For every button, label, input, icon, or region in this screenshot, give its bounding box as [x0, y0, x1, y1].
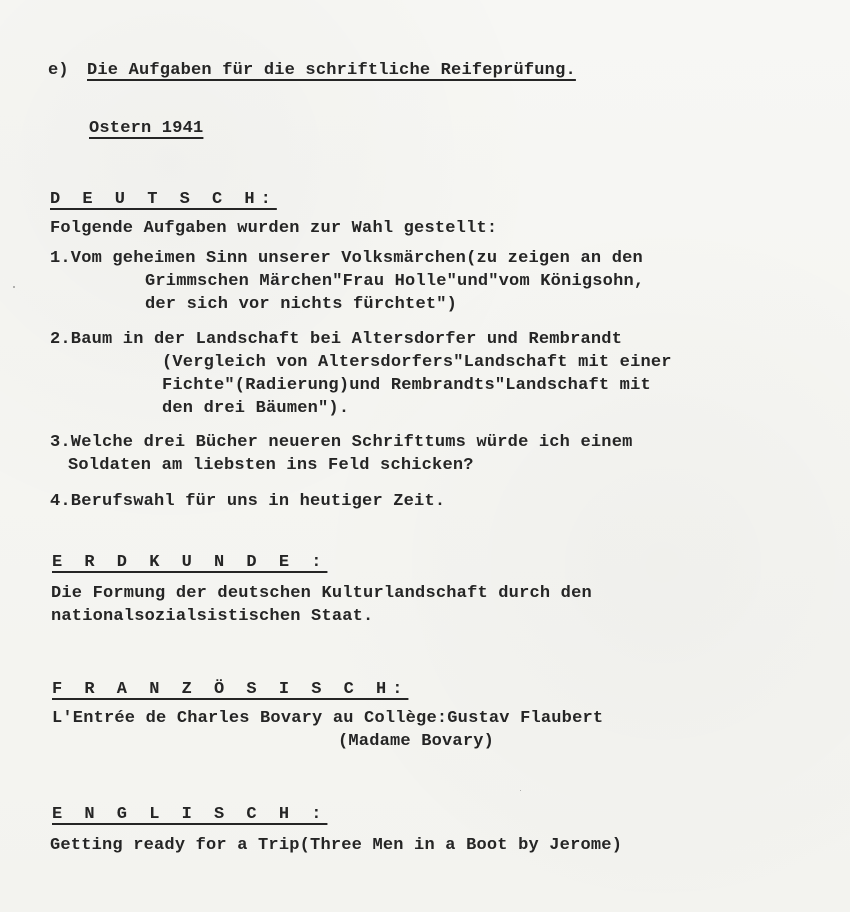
deutsch-task-2-line-1: 2.Baum in der Landschaft bei Altersdorfer und Rembrandt — [50, 330, 623, 349]
section-title-deutsch: D E U T S C H: — [50, 190, 277, 209]
heading-prefix: e) — [48, 61, 69, 80]
paper-speck — [520, 790, 521, 791]
erdkunde-line-2: nationalsozialsistischen Staat. — [51, 607, 374, 626]
section-title-erdkunde: E R D K U N D E : — [52, 553, 328, 572]
deutsch-task-1-line-1: 1.Vom geheimen Sinn unserer Volksmärchen(zu zeigen an den — [50, 249, 643, 268]
section-title-franzoesisch: F R A N Z Ö S I S C H: — [52, 680, 409, 699]
deutsch-task-1-line-3: der sich vor nichts fürchtet") — [145, 295, 458, 314]
deutsch-task-2-line-3: Fichte"(Radierung)und Rembrandts"Landschaft mit — [162, 376, 651, 395]
deutsch-task-3-line-2: Soldaten am liebsten ins Feld schicken? — [68, 456, 474, 475]
paper-speck — [13, 286, 15, 288]
deutsch-task-1-line-2: Grimmschen Märchen"Frau Holle"und"vom Königsohn, — [145, 272, 645, 291]
deutsch-task-2-line-4: den drei Bäumen"). — [162, 399, 350, 418]
document-heading: Die Aufgaben für die schriftliche Reifeprüfung. — [87, 61, 576, 80]
erdkunde-line-1: Die Formung der deutschen Kulturlandschaft durch den — [51, 584, 592, 603]
deutsch-task-3-line-1: 3.Welche drei Bücher neueren Schrifttums würde ich einem — [50, 433, 633, 452]
deutsch-task-4-line-1: 4.Berufswahl für uns in heutiger Zeit. — [50, 492, 446, 511]
englisch-line-1: Getting ready for a Trip(Three Men in a Boot by Jerome) — [50, 836, 623, 855]
franzoesisch-line-2: (Madame Bovary) — [338, 732, 495, 751]
document-subtitle: Ostern 1941 — [89, 119, 204, 138]
franzoesisch-line-1: L'Entrée de Charles Bovary au Collège:Gustav Flaubert — [52, 709, 604, 728]
deutsch-intro: Folgende Aufgaben wurden zur Wahl gestellt: — [50, 219, 498, 238]
section-title-englisch: E N G L I S C H : — [52, 805, 328, 824]
deutsch-task-2-line-2: (Vergleich von Altersdorfers"Landschaft mit einer — [162, 353, 672, 372]
